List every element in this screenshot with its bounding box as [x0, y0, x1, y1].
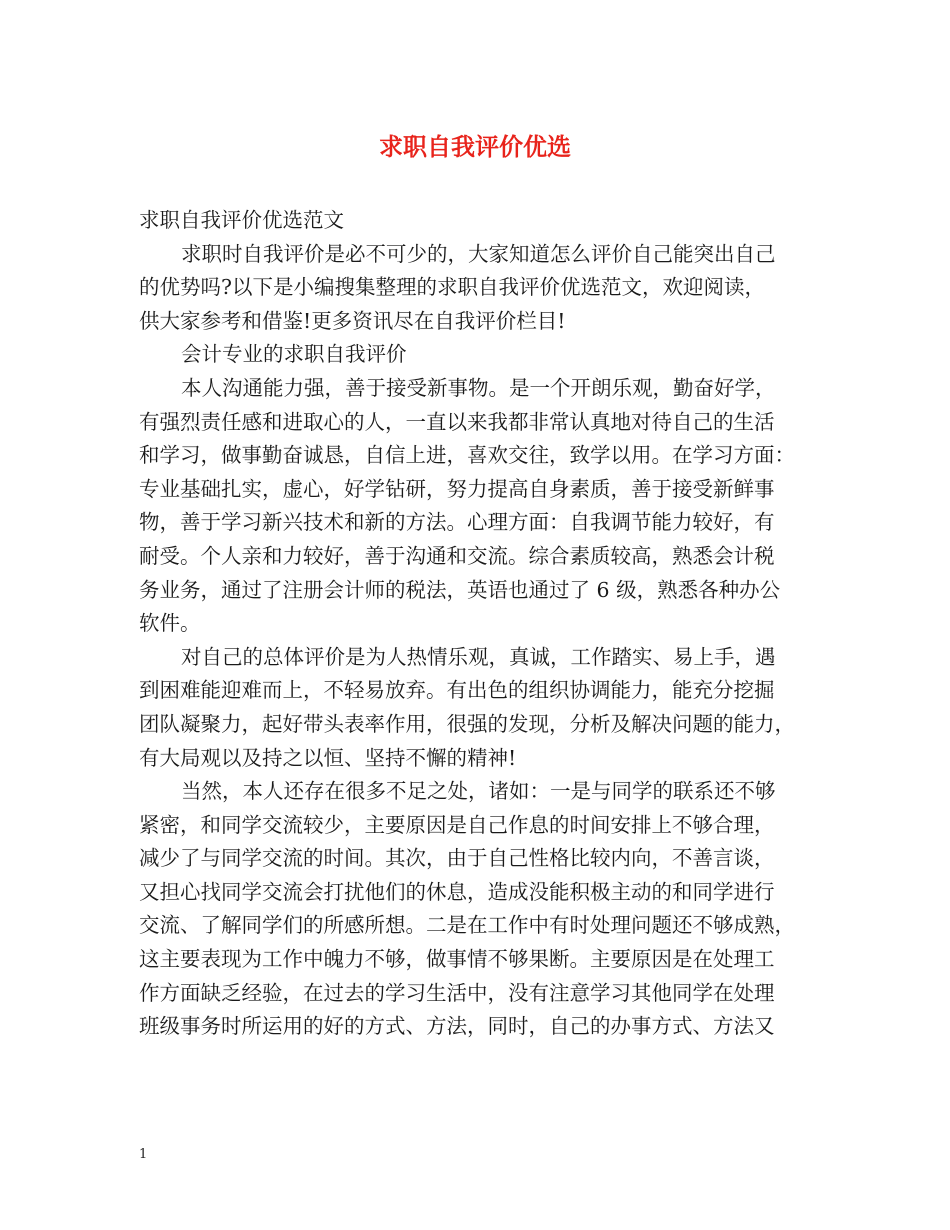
text-line: 务业务，通过了注册会计师的税法，英语也通过了 6 级，熟悉各种办公	[139, 577, 781, 602]
page-number: 1	[139, 1147, 148, 1162]
text-line: 专业基础扎实，虚心，好学钻研，努力提高自身素质，善于接受新鲜事	[139, 476, 775, 501]
text-line: 求职时自我评价是必不可少的，大家知道怎么评价自己能突出自己	[181, 241, 776, 266]
text-line: 团队凝聚力，起好带头表率作用，很强的发现，分析及解决问题的能力，	[139, 711, 795, 736]
text-line: 物，善于学习新兴技术和新的方法。心理方面：自我调节能力较好，有	[139, 510, 775, 535]
text-line: 有大局观以及持之以恒、坚持不懈的精神!	[139, 745, 517, 770]
text-line: 这主要表现为工作中魄力不够，做事情不够果断。主要原因是在处理工	[139, 947, 775, 972]
text-line: 班级事务时所运用的好的方式、方法，同时，自己的办事方式、方法又	[139, 1014, 775, 1039]
text-line: 减少了与同学交流的时间。其次，由于自己性格比较内向，不善言谈，	[139, 846, 775, 871]
text-line: 紧密，和同学交流较少，主要原因是自己作息的时间安排上不够合理，	[139, 812, 775, 837]
text-line: 作方面缺乏经验，在过去的学习生活中，没有注意学习其他同学在处理	[139, 980, 775, 1005]
text-line: 到困难能迎难而上，不轻易放弃。有出色的组织协调能力，能充分挖掘	[139, 678, 775, 703]
text-line: 的优势吗?以下是小编搜集整理的求职自我评价优选范文，欢迎阅读，	[139, 275, 765, 300]
text-line: 当然，本人还存在很多不足之处，诸如：一是与同学的联系还不够	[181, 779, 776, 804]
text-line: 对自己的总体评价是为人热情乐观，真诚，工作踏实、易上手，遇	[181, 644, 776, 669]
text-line: 有强烈责任感和进取心的人，一直以来我都非常认真地对待自己的生活	[139, 409, 775, 434]
text-line: 供大家参考和借鉴!更多资讯尽在自我评价栏目!	[139, 308, 566, 333]
text-line-section-heading: 会计专业的求职自我评价	[181, 342, 407, 367]
text-line-subtitle: 求职自我评价优选范文	[139, 208, 344, 232]
document-title: 求职自我评价优选	[379, 132, 571, 161]
text-line: 本人沟通能力强，善于接受新事物。是一个开朗乐观，勤奋好学，	[181, 375, 776, 400]
text-line: 又担心找同学交流会打扰他们的休息，造成没能积极主动的和同学进行	[139, 879, 775, 904]
text-line: 和学习，做事勤奋诚恳，自信上进，喜欢交往，致学以用。在学习方面：	[139, 443, 795, 468]
text-line: 软件。	[139, 611, 201, 636]
text-line: 耐受。个人亲和力较好，善于沟通和交流。综合素质较高，熟悉会计税	[139, 543, 775, 568]
document-body	[139, 204, 819, 1044]
text-line: 交流、了解同学们的所感所想。二是在工作中有时处理问题还不够成熟，	[139, 913, 795, 938]
